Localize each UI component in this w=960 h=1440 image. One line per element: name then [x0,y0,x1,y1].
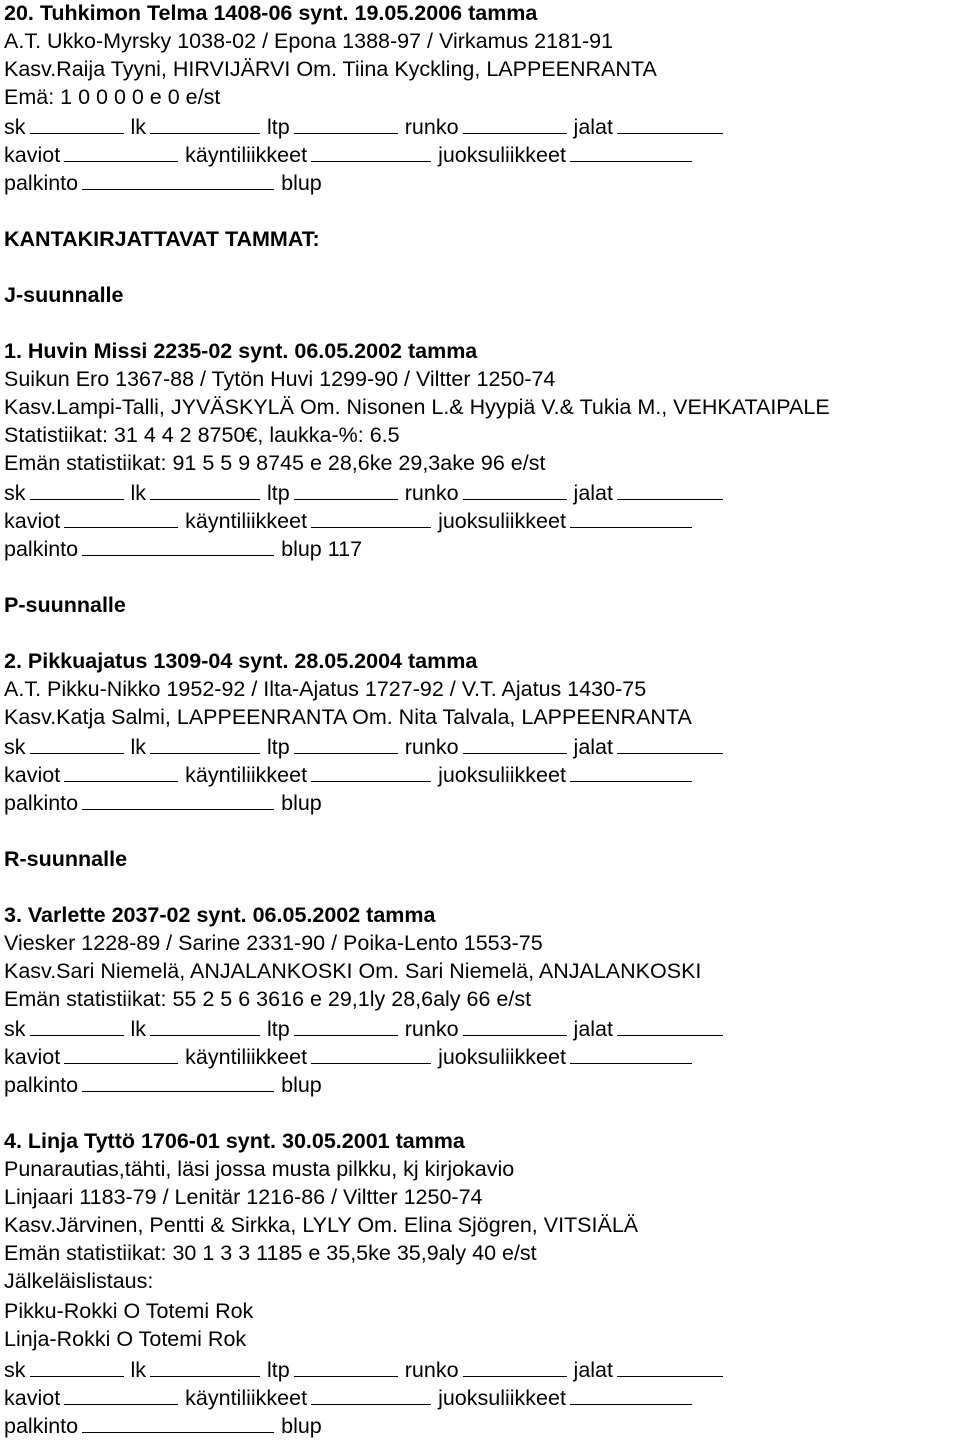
label-kayntiliikkeet: käyntiliikkeet [185,763,308,787]
label-lk: lk [130,481,147,505]
label-kaviot: kaviot [4,143,61,167]
label-runko: runko [404,1017,459,1041]
section-heading-r: R-suunnalle [4,847,128,871]
label-kayntiliikkeet: käyntiliikkeet [185,1386,308,1410]
field-sk[interactable] [30,1354,124,1377]
field-palkinto[interactable] [82,1410,274,1433]
field-ltp[interactable] [294,1354,398,1377]
entry-title: 4. Linja Tyttö 1706-01 synt. 30.05.2001 tamma [4,1129,465,1153]
field-kayntiliikkeet[interactable] [311,505,431,528]
field-runko[interactable] [463,477,567,500]
label-ltp: ltp [267,735,290,759]
label-lk: lk [130,115,147,139]
label-palkinto: palkinto [4,171,79,195]
entry-pedigree: Viesker 1228-89 / Sarine 2331-90 / Poika-Lento 1553-75 [4,931,543,955]
entry-breeder-owner: Kasv.Katja Salmi, LAPPEENRANTA Om. Nita Talvala, LAPPEENRANTA [4,705,692,729]
field-lk[interactable] [150,1354,260,1377]
score-row-3 [4,787,322,815]
main-heading: KANTAKIRJATTAVAT TAMMAT: [4,227,320,251]
label-sk: sk [4,1017,26,1041]
score-row-2 [4,1041,699,1069]
label-sk: sk [4,735,26,759]
label-sk: sk [4,1358,26,1382]
offspring-heading: Jälkeläislistaus: [4,1269,154,1293]
label-ltp: ltp [267,1358,290,1382]
entry-breeder-owner: Kasv.Järvinen, Pentti & Sirkka, LYLY Om. Elina Sjögren, VITSIÄLÄ [4,1213,639,1237]
entry-breeder-owner: Kasv.Sari Niemelä, ANJALANKOSKI Om. Sari Niemelä, ANJALANKOSKI [4,959,702,983]
label-ltp: ltp [267,481,290,505]
field-kayntiliikkeet[interactable] [311,1382,431,1405]
label-blup: blup [281,1073,322,1097]
field-juoksuliikkeet[interactable] [570,1041,692,1064]
score-row-2 [4,505,699,533]
field-kayntiliikkeet[interactable] [311,139,431,162]
label-palkinto: palkinto [4,537,79,561]
score-row-1 [4,731,730,759]
entry-title: 1. Huvin Missi 2235-02 synt. 06.05.2002 tamma [4,339,478,363]
field-juoksuliikkeet[interactable] [570,1382,692,1405]
field-ltp[interactable] [294,731,398,754]
label-lk: lk [130,735,147,759]
field-jalat[interactable] [617,111,723,134]
label-kaviot: kaviot [4,1386,61,1410]
field-runko[interactable] [463,731,567,754]
entry-title: 3. Varlette 2037-02 synt. 06.05.2002 tamma [4,903,436,927]
entry-description: Punarautias,tähti, läsi jossa musta pilkku, kj kirjokavio [4,1157,515,1181]
field-jalat[interactable] [617,1354,723,1377]
field-jalat[interactable] [617,731,723,754]
score-row-2 [4,1382,699,1410]
field-runko[interactable] [463,111,567,134]
score-row-2 [4,759,699,787]
score-row-1 [4,111,730,139]
label-juoksuliikkeet: juoksuliikkeet [438,1386,566,1410]
field-juoksuliikkeet[interactable] [570,759,692,782]
field-sk[interactable] [30,731,124,754]
label-lk: lk [130,1358,147,1382]
label-runko: runko [404,481,459,505]
field-kaviot[interactable] [64,139,178,162]
label-palkinto: palkinto [4,791,79,815]
label-ltp: ltp [267,1017,290,1041]
blup-value: 117 [327,537,363,561]
label-palkinto: palkinto [4,1073,79,1097]
field-runko[interactable] [463,1354,567,1377]
label-kaviot: kaviot [4,509,61,533]
score-row-3 [4,1069,322,1097]
label-lk: lk [130,1017,147,1041]
field-sk[interactable] [30,111,124,134]
label-jalat: jalat [573,115,613,139]
score-row-3 [4,533,362,561]
field-kaviot[interactable] [64,505,178,528]
label-juoksuliikkeet: juoksuliikkeet [438,509,566,533]
entry-breeder-owner: Kasv.Raija Tyyni, HIRVIJÄRVI Om. Tiina Kyckling, LAPPEENRANTA [4,57,657,81]
field-ltp[interactable] [294,477,398,500]
field-palkinto[interactable] [82,1069,274,1092]
entry-title: 2. Pikkuajatus 1309-04 synt. 28.05.2004 tamma [4,649,478,673]
label-juoksuliikkeet: juoksuliikkeet [438,763,566,787]
field-palkinto[interactable] [82,787,274,810]
section-heading-p: P-suunnalle [4,593,126,617]
field-ltp[interactable] [294,1013,398,1036]
field-lk[interactable] [150,111,260,134]
label-runko: runko [404,735,459,759]
field-lk[interactable] [150,477,260,500]
label-blup: blup [281,791,322,815]
field-kaviot[interactable] [64,759,178,782]
entry-dam-stats: Emän statistiikat: 55 2 5 6 3616 e 29,1ly 28,6aly 66 e/st [4,987,532,1011]
label-blup: blup [281,171,322,195]
field-kayntiliikkeet[interactable] [311,759,431,782]
label-kaviot: kaviot [4,763,61,787]
label-juoksuliikkeet: juoksuliikkeet [438,1045,566,1069]
field-ltp[interactable] [294,111,398,134]
label-blup: blup [281,1414,322,1438]
field-kaviot[interactable] [64,1041,178,1064]
entry-pedigree: A.T. Pikku-Nikko 1952-92 / Ilta-Ajatus 1727-92 / V.T. Ajatus 1430-75 [4,677,647,701]
label-kayntiliikkeet: käyntiliikkeet [185,509,308,533]
field-palkinto[interactable] [82,533,274,556]
score-row-1 [4,1013,730,1041]
entry-stats: Statistiikat: 31 4 4 2 8750€, laukka-%: 6.5 [4,423,400,447]
entry-breeder-owner: Kasv.Lampi-Talli, JYVÄSKYLÄ Om. Nisonen L.& Hyypiä V.& Tukia M., VEHKATAIPALE [4,395,830,419]
entry-pedigree: A.T. Ukko-Myrsky 1038-02 / Epona 1388-97 / Virkamus 2181-91 [4,29,614,53]
label-juoksuliikkeet: juoksuliikkeet [438,143,566,167]
label-jalat: jalat [573,1017,613,1041]
label-ltp: ltp [267,115,290,139]
field-runko[interactable] [463,1013,567,1036]
field-lk[interactable] [150,1013,260,1036]
label-palkinto: palkinto [4,1414,79,1438]
field-jalat[interactable] [617,1013,723,1036]
score-row-3 [4,1410,322,1438]
label-runko: runko [404,115,459,139]
entry-pedigree: Suikun Ero 1367-88 / Tytön Huvi 1299-90 / Viltter 1250-74 [4,367,556,391]
field-kaviot[interactable] [64,1382,178,1405]
entry-title: 20. Tuhkimon Telma 1408-06 synt. 19.05.2006 tamma [4,1,538,25]
score-row-3 [4,167,322,195]
label-runko: runko [404,1358,459,1382]
label-kaviot: kaviot [4,1045,61,1069]
entry-pedigree: Linjaari 1183-79 / Lenitär 1216-86 / Viltter 1250-74 [4,1185,483,1209]
label-blup: blup [281,537,322,561]
entry-dam-stats: Emän statistiikat: 91 5 5 9 8745 e 28,6ke 29,3ake 96 e/st [4,451,546,475]
label-kayntiliikkeet: käyntiliikkeet [185,143,308,167]
entry-dam-stats: Emän statistiikat: 30 1 3 3 1185 e 35,5ke 35,9aly 40 e/st [4,1241,537,1265]
field-kayntiliikkeet[interactable] [311,1041,431,1064]
label-sk: sk [4,481,26,505]
field-juoksuliikkeet[interactable] [570,505,692,528]
label-sk: sk [4,115,26,139]
offspring-item: Pikku-Rokki O Totemi Rok [4,1299,254,1323]
label-kayntiliikkeet: käyntiliikkeet [185,1045,308,1069]
field-sk[interactable] [30,477,124,500]
score-row-1 [4,477,730,505]
score-row-1 [4,1354,730,1382]
label-jalat: jalat [573,1358,613,1382]
field-lk[interactable] [150,731,260,754]
field-sk[interactable] [30,1013,124,1036]
field-juoksuliikkeet[interactable] [570,139,692,162]
field-jalat[interactable] [617,477,723,500]
label-jalat: jalat [573,481,613,505]
entry-dam-info: Emä: 1 0 0 0 0 e 0 e/st [4,85,221,109]
offspring-item: Linja-Rokki O Totemi Rok [4,1327,247,1351]
field-palkinto[interactable] [82,167,274,190]
section-heading-j: J-suunnalle [4,283,124,307]
label-jalat: jalat [573,735,613,759]
score-row-2 [4,139,699,167]
